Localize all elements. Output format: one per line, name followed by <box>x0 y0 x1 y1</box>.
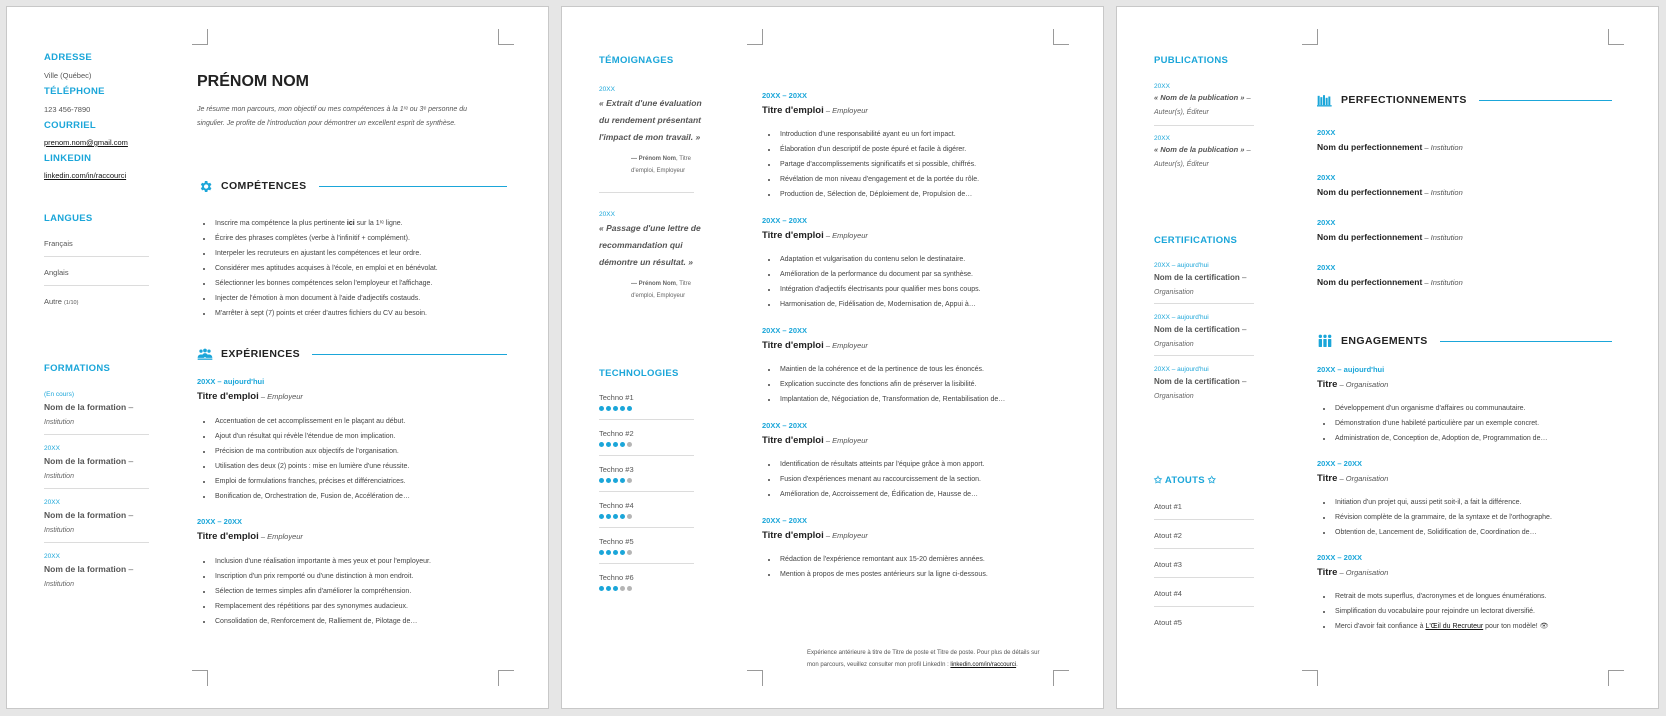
list-item: • Précision de ma contribution aux objectifs de l'organisation. <box>213 444 507 459</box>
list-item: • Bonification de, Orchestration de, Fusion de, Accélération de… <box>213 489 507 504</box>
list-item: • Utilisation des deux (2) points : mise en lumière d'une réussite. <box>213 459 507 474</box>
rating-dot-empty <box>627 550 632 555</box>
rating-dot-filled <box>599 586 604 591</box>
crop-mark <box>747 29 763 45</box>
perfectionnement-item: 20XX Nom du perfectionnement – Institution <box>1317 218 1463 242</box>
tech-name: Techno #4 <box>599 501 634 510</box>
competences-heading: COMPÉTENCES <box>221 180 307 192</box>
rating-dot-empty <box>620 586 625 591</box>
list-item: • Emploi de formulations franches, précises et différenciatrices. <box>213 474 507 489</box>
candidate-name: PRÉNOM NOM <box>197 73 309 90</box>
rating-dot-filled <box>613 478 618 483</box>
crop-mark <box>498 670 514 686</box>
testimonial-item: 20XX « Extrait d'une évaluation du rendement présentant l'impact de mon travail. » — Prénom Nom, Titre d'emploi, Employeur <box>599 86 702 174</box>
rating-dot-empty <box>627 514 632 519</box>
rating-dot-filled <box>613 550 618 555</box>
books-icon <box>1317 92 1333 108</box>
crop-mark <box>498 29 514 45</box>
contact-section <box>44 52 149 180</box>
address-label: ADRESSE <box>44 52 93 63</box>
crop-mark <box>747 670 763 686</box>
publication-item: 20XX « Nom de la publication » – Auteur(s), Éditeur <box>1154 135 1251 168</box>
perfectionnements-section <box>1317 92 1612 287</box>
competences-list <box>197 216 507 321</box>
phone-value: 123 456-7890 <box>44 105 91 114</box>
job-entry: 20XX – 20XX Titre d'emploi – Employeur • Maintien de la cohérence et de la pertinence de tous les énoncés. • Explication succincte des fonctions afin de préserver la lisibilité. • Implantation de, Négociation de, Transformation de, Rentabilisation de… <box>762 326 1057 407</box>
formation-item: 20XX Nom de la formation – Institution <box>44 499 134 534</box>
tech-name: Techno #1 <box>599 393 634 402</box>
address-value: Ville (Québec) <box>44 71 92 80</box>
list-item: • Sélectionner les bonnes compétences selon l'employeur et l'affichage. <box>213 276 507 291</box>
crop-mark <box>1053 670 1069 686</box>
tech-item <box>599 501 694 528</box>
atout-item: Atout #4 <box>1154 589 1182 598</box>
team-icon <box>197 346 213 362</box>
list-item: • Révélation de mon niveau d'engagement et de la portée du rôle. <box>778 172 1057 187</box>
list-item: • Retrait de mots superflus, d'acronymes et de longues énumérations. <box>1333 589 1612 604</box>
atout-item: Atout #1 <box>1154 502 1182 511</box>
resume-page-2 <box>561 6 1104 709</box>
list-item: • Développement d'un organisme d'affaires ou communautaire. <box>1333 401 1612 416</box>
engagement-entry: 20XX – 20XX Titre – Organisation • Initiation d'un projet qui, aussi petit soit-il, a fait la différence. • Révision complète de la grammaire, de la syntaxe et de l'orthographe. • Obtention de, Lancement de, Solidification de, Coordination de… <box>1317 459 1612 540</box>
tech-rating <box>599 550 694 555</box>
rating-dot-filled <box>606 514 611 519</box>
language-item: Autre (1/10) <box>44 297 79 306</box>
publication-item: 20XX « Nom de la publication » – Auteur(s), Éditeur <box>1154 83 1251 116</box>
list-item: • Intégration d'adjectifs électrisants pour qualifier mes bons coups. <box>778 282 1057 297</box>
job-entry: 20XX – 20XX Titre d'emploi – Employeur • Introduction d'une responsabilité ayant eu un fort impact. • Élaboration d'un descriptif de poste épuré et facile à digérer. • Partage d'accomplissements significatifs et si possible, chiffrés. • Révélation de mon niveau d'engagement et de la portée du rôle. • Production de, Sélection de, Déploiement de, Propulsion de… <box>762 91 1057 202</box>
list-item: • Merci d'avoir fait confiance à L'Œil du Recruteur pour ton modèle! 👁 <box>1333 619 1612 634</box>
tech-rating <box>599 406 694 411</box>
list-item: • Obtention de, Lancement de, Solidification de, Coordination de… <box>1333 525 1612 540</box>
tech-name: Techno #5 <box>599 537 634 546</box>
list-item: • Écrire des phrases complètes (verbe à l'infinitif + complément). <box>213 231 507 246</box>
resume-page-1 <box>6 6 549 709</box>
gear-icon <box>197 178 213 194</box>
tech-item <box>599 573 694 591</box>
phone-label: TÉLÉPHONE <box>44 86 105 97</box>
formation-item: (En cours) Nom de la formation – Institution <box>44 391 134 426</box>
tech-name: Techno #2 <box>599 429 634 438</box>
list-item: • Harmonisation de, Fidélisation de, Modernisation de, Appui à… <box>778 297 1057 312</box>
intro-text: Je résume mon parcours, mon objectif ou mes compétences à la 1ʳᵉ ou 3ᵉ personne du singulier. Je profite de l'introduction pour démontrer un excellent esprit de synthèse. <box>197 106 467 127</box>
rating-dot-filled <box>620 442 625 447</box>
list-item: • Considérer mes aptitudes acquises à l'école, en emploi et en bénévolat. <box>213 261 507 276</box>
list-item: • Fusion d'expériences menant au raccourcissement de la section. <box>778 472 1057 487</box>
list-item: • Administration de, Conception de, Adoption de, Programmation de… <box>1333 431 1612 446</box>
tech-item <box>599 537 694 564</box>
rating-dot-filled <box>606 478 611 483</box>
certification-item: 20XX – aujourd'hui Nom de la certification – Organisation <box>1154 314 1247 348</box>
list-item: • Consolidation de, Renforcement de, Ralliement de, Pilotage de… <box>213 614 507 629</box>
tech-item <box>599 429 694 456</box>
list-item: • Rédaction de l'expérience remontant aux 15-20 dernières années. <box>778 552 1057 567</box>
competences-section <box>197 178 507 321</box>
tech-name: Techno #3 <box>599 465 634 474</box>
tech-rating <box>599 442 694 447</box>
list-item: • Amélioration de la performance du document par sa synthèse. <box>778 267 1057 282</box>
tech-item <box>599 393 694 420</box>
certifications-label: CERTIFICATIONS <box>1154 235 1238 246</box>
formation-item: 20XX Nom de la formation – Institution <box>44 553 134 588</box>
atouts-section <box>1154 475 1254 627</box>
experiences-section <box>197 346 507 629</box>
rating-dot-filled <box>599 550 604 555</box>
list-item: • Interpeler les recruteurs en ajustant les compétences et leur ordre. <box>213 246 507 261</box>
star-icon: ✩ <box>1154 475 1163 486</box>
tech-rating <box>599 586 694 591</box>
engagements-heading: ENGAGEMENTS <box>1341 335 1428 347</box>
list-item: • Explication succincte des fonctions afin de préserver la lisibilité. <box>778 377 1057 392</box>
experiences-heading: EXPÉRIENCES <box>221 348 301 360</box>
language-item: Anglais <box>44 268 69 277</box>
language-item: Français <box>44 239 73 248</box>
list-item: • Partage d'accomplissements significatifs et si possible, chiffrés. <box>778 157 1057 172</box>
rating-dot-filled <box>627 406 632 411</box>
tech-name: Techno #6 <box>599 573 634 582</box>
rating-dot-filled <box>613 442 618 447</box>
people-icon <box>1317 333 1333 349</box>
rating-dot-filled <box>599 478 604 483</box>
atout-item: Atout #2 <box>1154 531 1182 540</box>
list-item: • Inclusion d'une réalisation importante à mes yeux et pour l'employeur. <box>213 554 507 569</box>
rating-dot-filled <box>606 586 611 591</box>
experiences-continued <box>762 91 1057 582</box>
technologies-section <box>599 368 694 591</box>
temoignages-section <box>599 55 704 302</box>
list-item: • Mention à propos de mes postes antérieurs sur la ligne ci-dessous. <box>778 567 1057 582</box>
list-item: • Inscription d'un prix remporté ou d'une distinction à mon endroit. <box>213 569 507 584</box>
list-item: • Ajout d'un résultat qui révèle l'étendue de mon implication. <box>213 429 507 444</box>
certification-item: 20XX – aujourd'hui Nom de la certification – Organisation <box>1154 262 1247 296</box>
list-item: • Sélection de termes simples afin d'améliorer la compréhension. <box>213 584 507 599</box>
tech-item <box>599 465 694 492</box>
crop-mark <box>1608 670 1624 686</box>
linkedin-link[interactable]: linkedin.com/in/raccourci <box>44 171 127 180</box>
list-item: • Production de, Sélection de, Déploiement de, Propulsion de… <box>778 187 1057 202</box>
job-entry: 20XX – 20XX Titre d'emploi – Employeur • Adaptation et vulgarisation du contenu selon le destinataire. • Amélioration de la performance du document par sa synthèse. • Intégration d'adjectifs électrisants pour qualifier mes bons coups. • Harmonisation de, Fidélisation de, Modernisation de, Appui à… <box>762 216 1057 312</box>
list-item: • Simplification du vocabulaire pour rejoindre un lectorat diversifié. <box>1333 604 1612 619</box>
rating-dot-filled <box>599 406 604 411</box>
formations-label: FORMATIONS <box>44 363 111 374</box>
job-entry: 20XX – 20XX Titre d'emploi – Employeur • Rédaction de l'expérience remontant aux 15-20 dernières années. • Mention à propos de mes postes antérieurs sur la ligne ci-dessous. <box>762 516 1057 582</box>
list-item: • Injecter de l'émotion à mon document à l'aide d'adjectifs costauds. <box>213 291 507 306</box>
tech-rating <box>599 478 694 483</box>
tech-rating <box>599 514 694 519</box>
atout-item: Atout #5 <box>1154 618 1182 627</box>
certifications-section <box>1154 235 1264 400</box>
crop-mark <box>1053 29 1069 45</box>
email-link[interactable]: prenom.nom@gmail.com <box>44 138 128 147</box>
rating-dot-filled <box>613 514 618 519</box>
perfectionnement-item: 20XX Nom du perfectionnement – Institution <box>1317 173 1463 197</box>
rating-dot-filled <box>599 514 604 519</box>
rating-dot-filled <box>606 442 611 447</box>
rating-dot-filled <box>620 478 625 483</box>
crop-mark <box>192 670 208 686</box>
certification-item: 20XX – aujourd'hui Nom de la certification – Organisation <box>1154 366 1247 400</box>
testimonial-item: 20XX « Passage d'une lettre de recommandation qui démontre un résultat. » — Prénom Nom, Titre d'emploi, Employeur <box>599 211 701 299</box>
atout-item: Atout #3 <box>1154 560 1182 569</box>
languages-section <box>44 213 149 306</box>
star-icon: ✩ <box>1207 475 1217 486</box>
list-item: • Introduction d'une responsabilité ayant eu un fort impact. <box>778 127 1057 142</box>
rating-dot-empty <box>627 478 632 483</box>
job-entry: 20XX – 20XX Titre d'emploi – Employeur • Identification de résultats atteints par l'équipe grâce à mon apport. • Fusion d'expériences menant au raccourcissement de la section. • Amélioration de, Accroissement de, Édification de, Hausse de… <box>762 421 1057 502</box>
list-item: • Implantation de, Négociation de, Transformation de, Rentabilisation de… <box>778 392 1057 407</box>
atouts-label: ATOUTS <box>1164 475 1205 486</box>
rating-dot-filled <box>620 514 625 519</box>
engagements-section <box>1317 333 1612 634</box>
list-item: • Démonstration d'une habileté particulière par un exemple concret. <box>1333 416 1612 431</box>
technologies-label: TECHNOLOGIES <box>599 368 679 379</box>
list-item: • Maintien de la cohérence et de la pertinence de tous les énoncés. <box>778 362 1057 377</box>
engagement-entry: 20XX – aujourd'hui Titre – Organisation • Développement d'un organisme d'affaires ou communautaire. • Démonstration d'une habileté particulière par un exemple concret. • Administration de, Conception de, Adoption de, Programmation de… <box>1317 365 1612 446</box>
list-item: • Élaboration d'un descriptif de poste épuré et facile à digérer. <box>778 142 1057 157</box>
engagement-entry: 20XX – 20XX Titre – Organisation • Retrait de mots superflus, d'acronymes et de longues énumérations. • Simplification du vocabulaire pour rejoindre un lectorat diversifié. • Merci d'avoir fait confiance à L'Œil du Recruteur pour ton modèle! 👁 <box>1317 553 1612 634</box>
linkedin-label: LINKEDIN <box>44 153 92 164</box>
rating-dot-filled <box>613 406 618 411</box>
rating-dot-filled <box>606 406 611 411</box>
list-item: • Remplacement des répétitions par des synonymes audacieux. <box>213 599 507 614</box>
rating-dot-filled <box>620 406 625 411</box>
rating-dot-filled <box>606 550 611 555</box>
list-item: • Accentuation de cet accomplissement en le plaçant au début. <box>213 414 507 429</box>
languages-label: LANGUES <box>44 213 93 224</box>
email-label: COURRIEL <box>44 120 97 131</box>
job-entry: 20XX – 20XX Titre d'emploi – Employeur • Inclusion d'une réalisation importante à mes yeux et pour l'employeur. • Inscription d'un prix remporté ou d'une distinction à mon endroit. • Sélection de termes simples afin d'améliorer la compréhension. • Remplacement des répétitions par des synonymes audacieux. • Consolidation de, Renforcement de, Ralliement de, Pilotage de… <box>197 517 507 629</box>
list-item: • Amélioration de, Accroissement de, Édification de, Hausse de… <box>778 487 1057 502</box>
rating-dot-empty <box>627 586 632 591</box>
list-item: • M'arrêter à sept (7) points et créer d'autres fichiers du CV au besoin. <box>213 306 507 321</box>
perfectionnement-item: 20XX Nom du perfectionnement – Institution <box>1317 128 1463 152</box>
temoignages-label: TÉMOIGNAGES <box>599 55 674 66</box>
list-item: • Adaptation et vulgarisation du contenu selon le destinataire. <box>778 252 1057 267</box>
rating-dot-empty <box>627 442 632 447</box>
recruteur-link[interactable]: L'Œil du Recruteur <box>1425 623 1484 630</box>
rating-dot-filled <box>613 586 618 591</box>
publications-label: PUBLICATIONS <box>1154 55 1229 66</box>
resume-page-3 <box>1116 6 1659 709</box>
crop-mark <box>192 29 208 45</box>
list-item: • Initiation d'un projet qui, aussi petit soit-il, a fait la différence. <box>1333 495 1612 510</box>
perfectionnement-item: 20XX Nom du perfectionnement – Institution <box>1317 263 1463 287</box>
list-item: • Inscrire ma compétence la plus pertinente ici sur la 1ʳᵉ ligne. <box>213 216 507 231</box>
list-item: • Identification de résultats atteints par l'équipe grâce à mon apport. <box>778 457 1057 472</box>
formation-item: 20XX Nom de la formation – Institution <box>44 445 134 480</box>
rating-dot-filled <box>620 550 625 555</box>
rating-dot-filled <box>599 442 604 447</box>
perfectionnements-heading: PERFECTIONNEMENTS <box>1341 94 1467 106</box>
publications-section <box>1154 55 1264 168</box>
crop-mark <box>1302 670 1318 686</box>
job-entry: 20XX – aujourd'hui Titre d'emploi – Employeur • Accentuation de cet accomplissement en le plaçant au début. • Ajout d'un résultat qui révèle l'étendue de mon implication. • Précision de ma contribution aux objectifs de l'organisation. • Utilisation des deux (2) points : mise en lumière d'une réussite. • Emploi de formulations franches, précises et différenciatrices. • Bonification de, Orchestration de, Fusion de, Accélération de… <box>197 377 507 504</box>
formations-section <box>44 363 149 588</box>
footnote-linkedin-link[interactable]: linkedin.com/in/raccourci <box>950 662 1017 668</box>
crop-mark <box>1608 29 1624 45</box>
list-item: • Révision complète de la grammaire, de la syntaxe et de l'orthographe. <box>1333 510 1612 525</box>
crop-mark <box>1302 29 1318 45</box>
footnote: Expérience antérieure à titre de Titre de poste et Titre de poste. Pour plus de détails sur mon parcours, veuillez consulter mon profil LinkedIn : linkedin.com/in/raccourci. <box>807 650 1040 668</box>
